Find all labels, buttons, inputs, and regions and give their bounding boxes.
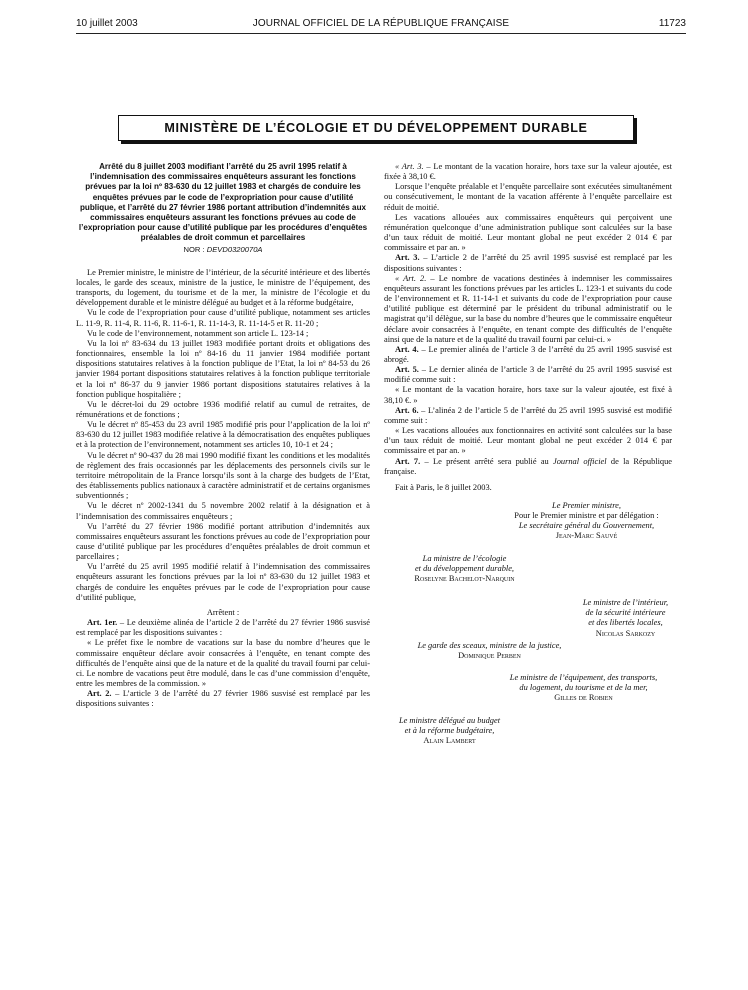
visa-paragraph: Vu le décret nº 2002-1341 du 5 novembre 2002 relatif à la désignation et à l’indemnisation des commissaires enquêteurs ; [76, 501, 370, 521]
preamble-paragraph: Le Premier ministre, le ministre de l’intérieur, de la sécurité intérieure et des libertés locales, le garde des sceaux, ministre de la justice, le ministre de l’équipement, des transports, du logement, du tourisme et de la mer, la ministre de l’écologie et du développement durable et le ministre délégué au budget et à la réforme budgétaire, [76, 267, 370, 308]
fait-a-paris: Fait à Paris, le 8 juillet 2003. [395, 482, 492, 492]
visa-paragraph: Vu le code de l’expropriation pour cause d’utilité publique, notamment ses articles L. 11-9, R. 11-4, R. 11-6, R. 11-6-1, R. 11-14-3, R. 11-14-5 et R. 11-20 ; [76, 308, 370, 328]
sig-pm-title: Le Premier ministre, [552, 501, 621, 510]
quoted-article-3 [384, 162, 672, 182]
left-column [76, 162, 370, 710]
sig-int-line3: et des libertés locales, [588, 618, 663, 628]
sig-equip-name: Gilles de Robien [554, 693, 613, 703]
article-4 [384, 345, 672, 365]
article-1-quote: « Le préfet fixe le nombre de vacations sur la base du nombre d’heures que le commissaire enquêteur déclare avoir consacrées à l’enquête, en tenant compte des difficultés de l’enquête ainsi que de la nature et de la qualité du travail fourni par celui-ci. Le nombre de vacations peut être modulé, dans le cas d’une commission d’enquête, entre les membres de la commission. » [76, 638, 370, 689]
article-4-text: – Le premier alinéa de l’article 3 de l’arrêté du 25 avril 1995 susvisé est abrogé. [384, 344, 673, 364]
right-column [384, 162, 672, 746]
quoted-article-2-label: « Art. 2. [395, 273, 427, 283]
visa-paragraph: Vu la loi nº 83-634 du 13 juillet 1983 modifiée portant droits et obligations des fonctionnaires, ensemble la loi nº 84-16 du 11 janvier 1984 modifiée portant dispositions statutaires relatives à la fonction publique de l’Etat, la loi nº 84-53 du 26 janvier 1984 portant dispositions statutaires relatives à la fonction publique territoriale et la loi nº 86-37 du 9 janvier 1986 portant dispositions statutaires relatives à la fonction publique hospitalière ; [76, 338, 370, 399]
article-1 [76, 618, 370, 638]
signature-budget [384, 716, 504, 746]
signature-premier-ministre [384, 501, 672, 542]
article-7-text-b: de la République française. [384, 456, 672, 476]
visa-paragraph: Vu le code de l’environnement, notamment son article L. 123-14 ; [87, 328, 309, 338]
sig-eco-line1: La ministre de l’écologie [422, 553, 507, 563]
article-1-text: – Le deuxième alinéa de l’article 2 de l’arrêté du 27 février 1986 susvisé est remplacé par les dispositions suivantes : [76, 618, 370, 638]
visa-paragraph: Vu le décret-loi du 29 octobre 1936 modifié relatif au cumul de retraites, de rémunérations et de fonctions ; [76, 399, 370, 419]
sig-pm-name: Jean-Marc Sauvé [555, 531, 618, 541]
nor-reference [76, 245, 370, 255]
article-7 [384, 457, 672, 477]
visa-paragraph: Vu l’arrêté du 25 avril 1995 modifié relatif à l’indemnisation des commissaires enquêteurs assurant les fonctions prévues par la loi nº 83-630 du 12 juillet 1983 et chargés de conduire les enquêtes prévues par le code de l’expropriation pour cause d’utilité publique, [76, 562, 370, 602]
page-header [76, 18, 686, 32]
article-2-text: – L’article 3 de l’arrêté du 27 février 1986 susvisé est remplacé par les dispositions suivantes : [76, 689, 370, 709]
sig-budget-line1: Le ministre délégué au budget [398, 715, 501, 725]
header-date: 10 juillet 2003 [76, 18, 138, 29]
header-journal-title: JOURNAL OFFICIEL DE LA RÉPUBLIQUE FRANÇAISE [252, 18, 510, 29]
article-6 [384, 406, 672, 426]
sig-equip-line1: Le ministre de l’équipement, des transports, [509, 673, 658, 683]
article-6-text: – L’alinéa 2 de l’article 5 de l’arrêté du 25 avril 1995 susvisé est modifié comme suit : [384, 405, 672, 425]
sig-budget-name: Alain Lambert [423, 735, 476, 745]
sig-eco-line2: et du développement durable, [414, 563, 515, 573]
quoted-article-3-label: « Art. 3. [395, 162, 424, 171]
decree-title: Arrêté du 8 juillet 2003 modifiant l’arrêté du 25 avril 1995 relatif à l’indemnisation des commissaires enquêteurs assurant les fonctions prévues par la loi nº 83-630 du 12 juillet 1983 et chargés de conduire les enquêtes prévues par le code de l’expropriation pour cause d’utilité publique, et l’arrêté du 27 février 1986 portant attribution d’indemnités aux commissaires enquêteurs assurant les fonctions prévues au code de l’expropriation pour cause d’utilité publique par les procédures d’enquêtes préalables de droit commun et parcellaires [78, 162, 368, 243]
journal-officiel: Journal officiel [553, 456, 607, 466]
visa-paragraph: Vu le décret nº 90-437 du 28 mai 1990 modifié fixant les conditions et les modalités de règlement des frais occasionnés par les déplacements des personnels civils sur le territoire métropolitain de la France lorsqu’ils sont à la charge des budgets de l’Etat, des établissements publics nationaux à caractère administratif et de certains organismes subventionnés ; [76, 450, 370, 501]
article-7-text-a: – Le présent arrêté sera publié au [420, 456, 554, 466]
signature-equipement [480, 673, 676, 703]
article-7-label: Art. 7. [395, 456, 421, 466]
paragraph: Lorsque l’enquête préalable et l’enquête parcellaire sont exécutées simultanément ou consécutivement, le montant de la vacation afférente à l’enquête parcellaire est réduit de moitié. [384, 182, 672, 212]
quoted-article-2-text: – Le nombre de vacations destinées à indemniser les commissaires enquêteurs assurant les fonctions prévues par les articles L. 123-1 et suivants du code de l’environnement et R. 11-14-1 et suivants du code de l’expropriation pour cause d’utilité publique est déterminé par le président du tribunal administratif ou le magistrat qu’il délègue, sur la base du nombre d’heures que le commissaire enquêteur déclare avoir consacrées à l’enquête, en tenant compte des difficultés de l’enquête ainsi que de la nature et de la qualité du travail fourni par celui-ci. » [384, 273, 672, 344]
article-2 [76, 689, 370, 709]
visa-paragraph: Vu l’arrêté du 27 février 1986 modifié portant attribution d’indemnités aux commissaires enquêteurs assurant les fonctions prévues au code de l’expropriation pour cause d’utilité publique par les procédures d’enquêtes préalables de droit commun et parcellaires ; [76, 521, 370, 562]
ministry-title: MINISTÈRE DE L’ÉCOLOGIE ET DU DÉVELOPPEMENT DURABLE [164, 121, 588, 135]
article-5-text: – Le dernier alinéa de l’article 3 de l’arrêté du 25 avril 1995 susvisé est modifié comme suit : [384, 365, 672, 385]
nor-value: DEVD0320070A [206, 244, 263, 254]
article-4-label: Art. 4. [395, 344, 419, 354]
article-3-text: – L’article 2 de l’arrêté du 25 avril 1995 susvisé est remplacé par les dispositions suivantes : [384, 253, 672, 273]
signature-ecologie [384, 554, 534, 584]
sig-pm-delegation: Pour le Premier ministre et par délégation : [514, 511, 659, 521]
article-1-label: Art. 1er. [87, 618, 118, 628]
sig-just-name: Dominique Perben [458, 650, 521, 660]
sig-just-line1: Le garde des sceaux, ministre de la justice, [417, 640, 562, 650]
article-3 [384, 253, 672, 273]
article-6-label: Art. 6. [395, 405, 419, 415]
sig-pm-secretary: Le secrétaire général du Gouvernement, [518, 521, 655, 531]
article-5 [384, 365, 672, 385]
paragraph: Les vacations allouées aux commissaires enquêteurs qui perçoivent une rémunération quelconque d’une administration publique sont calculées sur la base d’un taux réduit de moitié. Leur montant global ne peut excéder 2 014 € par commissaire et par an. » [384, 212, 672, 253]
signature-interieur [562, 598, 678, 639]
arretent-line: Arrêtent : [206, 607, 240, 617]
nor-label: NOR : [183, 244, 205, 254]
signature-justice [384, 641, 584, 661]
sig-budget-line2: et à la réforme budgétaire, [404, 725, 495, 735]
ministry-banner [118, 115, 634, 141]
article-6-quote: « Les vacations allouées aux fonctionnaires en activité sont calculées sur la base d’un taux réduit de moitié. Leur montant global ne peut excéder 2 014 € par commissaire et par an. » [384, 426, 672, 456]
sig-int-line2: de la sécurité intérieure [585, 608, 666, 618]
sig-equip-line2: du logement, du tourisme et de la mer, [519, 683, 648, 693]
article-2-label: Art. 2. [87, 689, 112, 699]
article-3-label: Art. 3. [395, 253, 420, 263]
quoted-article-3-text: – Le montant de la vacation horaire, hors taxe sur la valeur ajoutée, est fixée à 38,10 €. [384, 162, 672, 182]
visa-paragraph: Vu le décret nº 85-453 du 23 avril 1985 modifié pris pour l’application de la loi nº 83-630 du 12 juillet 1983 modifiée relative à la démocratisation des enquêtes publiques et à la protection de l’environnement, notamment ses articles 10, 10-1 et 24 ; [76, 420, 370, 450]
header-page-number: 11723 [658, 18, 686, 29]
header-rule [76, 33, 686, 34]
sig-eco-name: Roselyne Bachelot-Narquin [414, 573, 515, 583]
sig-int-name: Nicolas Sarkozy [595, 628, 656, 638]
article-5-label: Art. 5. [395, 365, 419, 375]
article-5-quote: « Le montant de la vacation horaire, hors taxe sur la valeur ajoutée, est fixé à 38,10 €. » [384, 385, 672, 405]
quoted-article-2 [384, 274, 672, 345]
sig-int-line1: Le ministre de l’intérieur, [582, 598, 669, 608]
